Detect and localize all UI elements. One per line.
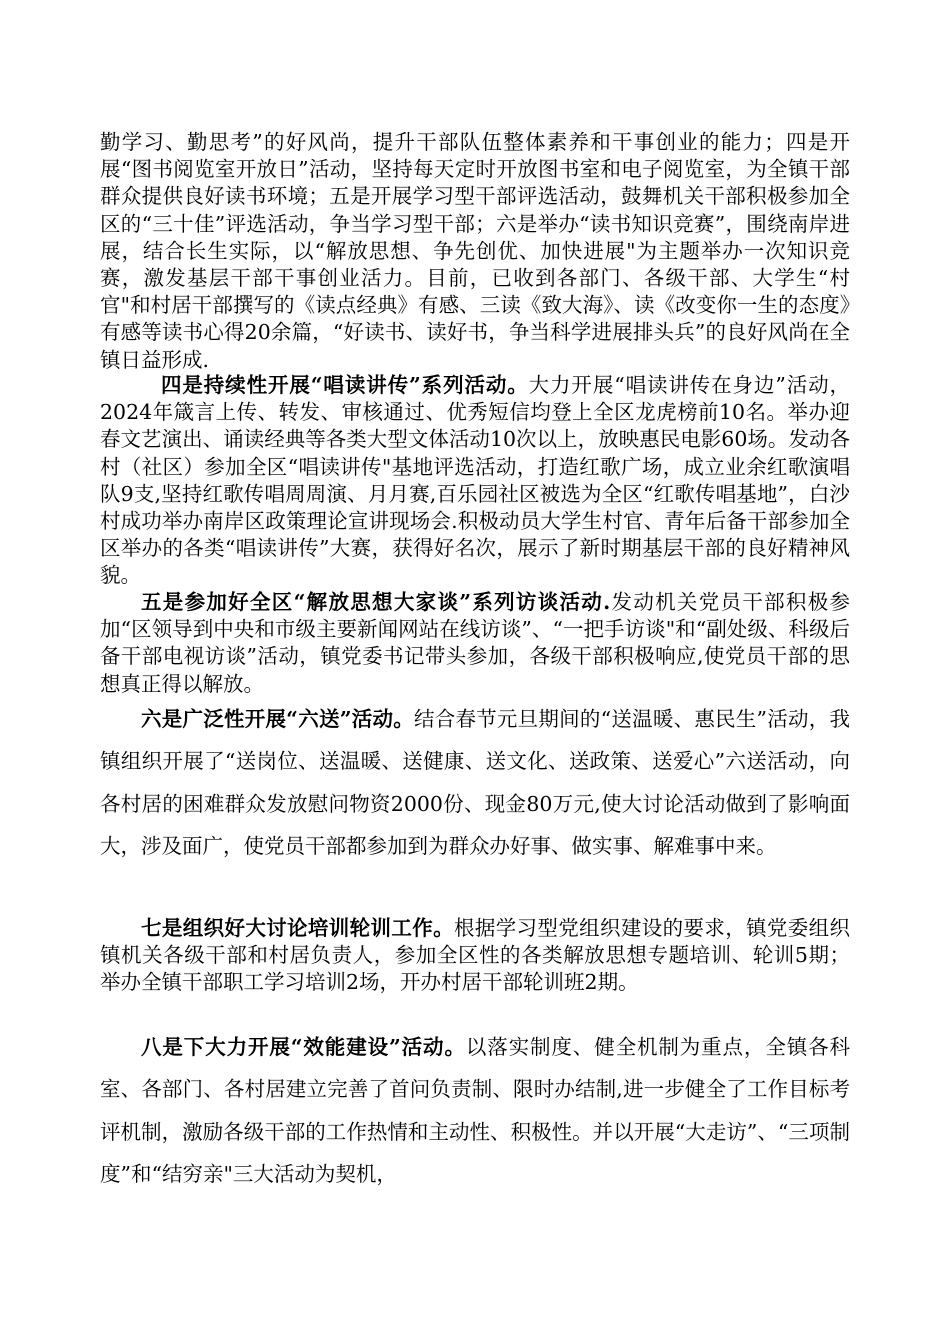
paragraph-text: 发动机关党员干部积极参加“区领导到中央和市级主要新闻网站在线访谈”、“一把手访谈"和“副处级、科级后备干部电视访谈”活动，镇党委书记带头参加，各级干部积极响应,使党员干部的思想真正得以解放。 [100,590,851,696]
paragraph-six-deliveries [100,698,850,868]
paragraph-heading: 六是广泛性开展“六送”活动。 [141,707,414,731]
paragraph-text: 以落实制度、健全机制为重点，全镇各科室、各部门、各村居建立完善了首问负责制、限时办结制,进一步健全了工作目标考评机制，激励各级干部的工作热情和主动性、积极性。并以开展“大走访”、“三项制度”和“结穷亲"三大活动为契机， [100,1035,850,1187]
paragraph-training-rotation [100,915,850,997]
paragraph-efficiency-building [100,1026,850,1196]
paragraph-text: 结合春节元旦期间的“送温暖、惠民生”活动，我镇组织开展了“送岗位、送温暖、送健康、送文化、送政策、送爱心”六送活动，向各村居的困难群众发放慰问物资2000份、现金80万元,使大讨论活动做到了影响面大，涉及面广，使党员干部都参加到为群众办好事、做实事、解难事中来。 [100,707,850,859]
paragraph-heading: 八是下大力开展“效能建设”活动。 [141,1035,466,1059]
paragraph-text: 大力开展“唱读讲传在身边”活动，2024年箴言上传、转发、审核通过、优秀短信均登上全区龙虎榜前10名。举办迎春文艺演出、诵读经典等各类大型文体活动10次以上，放映惠民电影60场。发动各村（社区）参加全区“唱读讲传"基地评选活动，打造红歌广场，成立业余红歌演唱队9支,坚持红歌传唱周周演、月月赛,百乐园社区被选为全区“红歌传唱基地”，白沙村成功举办南岸区政策理论宣讲现场会.积极动员大学生村官、青年后备干部参加全区举办的各类“唱读讲传”大赛，获得好名次，展示了新时期基层干部的良好精神风貌。 [100,373,850,588]
paragraph-interview-activities [100,589,850,698]
paragraph-heading: 五是参加好全区“解放思想大家谈”系列访谈活动. [141,590,611,614]
paragraph-heading: 七是组织好大讨论培训轮训工作。 [141,916,454,940]
paragraph-chang-du-jiang-chuan [100,372,850,590]
paragraph-heading: 四是持续性开展“唱读讲传”系列活动。 [161,373,529,397]
paragraph-text: 根据学习型党组织建设的要求，镇党委组织镇机关各级干部和村居负责人，参加全区性的各类解放思想专题培训、轮训5期；举办全镇干部职工学习培训2场，开办村居干部轮训班2期。 [100,916,851,995]
paragraph-text: 勤学习、勤思考”的好风尚，提升干部队伍整体素养和干事创业的能力；四是开展“图书阅览室开放日”活动，坚持每天定时开放图书室和电子阅览室，为全镇干部群众提供良好读书环境；五是开展学习型干部评选活动，鼓舞机关干部积极参加全区的“三十佳”评选活动，争当学习型干部；六是举办“读书知识竞赛”，围绕南岸进展，结合长生实际，以“解放思想、争先创优、加快进展"为主题举办一次知识竞赛，激发基层干部干事创业活力。目前，已收到各部门、各级干部、大学生“村官"和村居干部撰写的《读点经典》有感、三读《致大海》、读《改变你一生的态度》有感等读书心得20余篇，“好读书、读好书，争当科学进展排头兵”的良好风尚在全镇日益形成. [100,130,850,372]
paragraph-reading-activities [100,129,850,374]
